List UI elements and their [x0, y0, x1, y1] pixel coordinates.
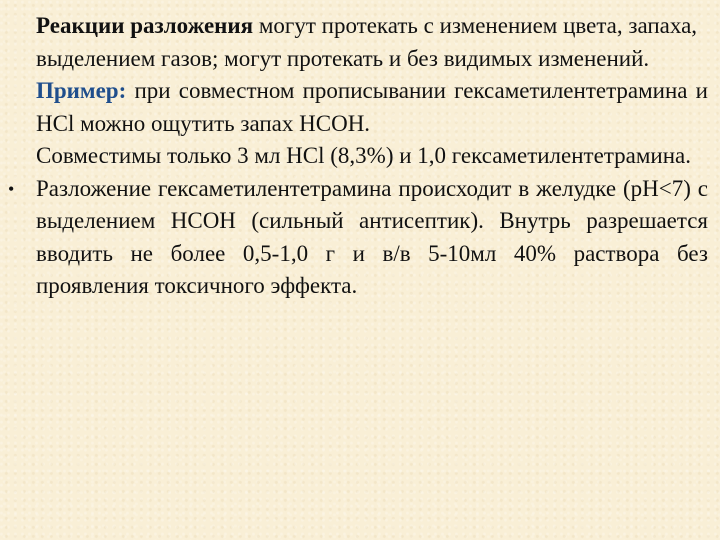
- bullet-marker: •: [8, 178, 15, 199]
- example-label: Пример:: [36, 78, 127, 103]
- paragraph-text: Совместимы только 3 мл HCl (8,3%) и 1,0 гексаметилентетрамина.: [36, 143, 691, 168]
- paragraph-decomposition-reactions: [36, 10, 708, 75]
- slide-content: [8, 10, 708, 303]
- bullet-text: Разложение гексаметилентетрамина происходит в желудке (рН<7) с выделением HCOH (сильный антисептик). Внутрь разрешается вводить не более 0,5-1,0 г и в/в 5-10мл 40% раствора без проявления токсичного эффекта.: [36, 175, 708, 298]
- bullet-item: [8, 173, 708, 303]
- paragraph-compatibility: [36, 140, 708, 173]
- paragraph-example: [36, 75, 708, 140]
- paragraph-text: могут протекать с изменением цвета, запаха, выделением газов; могут протекать и без видимых изменений.: [36, 13, 698, 71]
- paragraph-text: при совместном прописывании гексаметилентетрамина и HCl можно ощутить запах HCOH.: [36, 78, 708, 136]
- term-decomposition-reactions: Реакции разложения: [36, 13, 254, 38]
